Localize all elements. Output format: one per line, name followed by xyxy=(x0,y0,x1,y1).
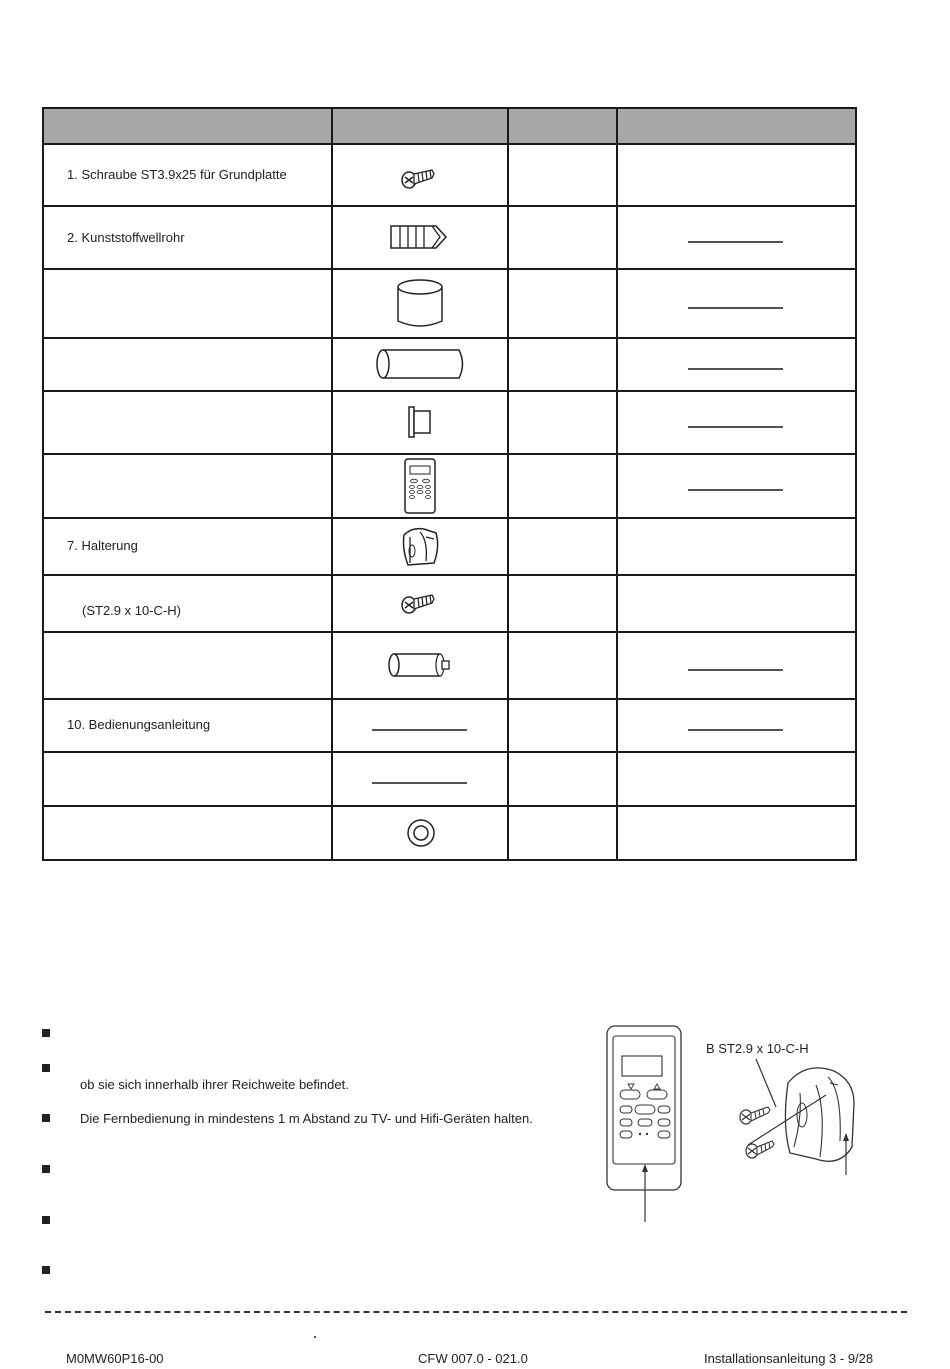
bullet-marker xyxy=(42,1029,50,1037)
bullet-marker xyxy=(42,1165,50,1173)
remote-control-icon xyxy=(402,457,438,515)
row-1-name: 1. Schraube ST3.9x25 für Grundplatte xyxy=(67,167,287,182)
bullet-marker xyxy=(42,1216,50,1224)
corrugated-pipe-icon xyxy=(388,223,450,251)
battery-icon xyxy=(386,651,452,679)
plug-icon xyxy=(406,405,434,439)
cylinder-icon xyxy=(395,277,445,331)
row-7-name: 7. Halterung xyxy=(67,538,138,553)
footer-separator xyxy=(45,1311,907,1313)
tube-icon xyxy=(374,347,468,381)
screw-icon xyxy=(400,162,440,192)
ring-icon xyxy=(406,818,436,848)
row-8-name: (ST2.9 x 10-C-H) xyxy=(82,603,181,618)
footer-model-range: CFW 007.0 - 021.0 xyxy=(418,1351,528,1366)
remote-control-figure xyxy=(600,1020,690,1225)
holder-icon xyxy=(398,523,442,569)
row-2-name: 2. Kunststoffwellrohr xyxy=(67,230,185,245)
note-range: ob sie sich innerhalb ihrer Reichweite befindet. xyxy=(80,1077,349,1092)
footer-page-info: Installationsanleitung 3 - 9/28 xyxy=(704,1351,874,1366)
table-grid xyxy=(42,107,857,861)
bullet-marker xyxy=(42,1064,50,1072)
row-10-name: 10. Bedienungsanleitung xyxy=(67,717,211,732)
footer-doc-code: M0MW60P16-00 xyxy=(66,1351,164,1366)
bullet-marker xyxy=(42,1266,50,1274)
holder-mount-figure xyxy=(730,1055,870,1180)
screw-icon xyxy=(400,587,440,617)
accessories-table xyxy=(42,107,857,861)
screw-label: B ST2.9 x 10-C-H xyxy=(706,1041,809,1056)
bullet-marker xyxy=(42,1114,50,1122)
dot-mark xyxy=(314,1336,316,1338)
table-header xyxy=(43,108,856,144)
screw-icon xyxy=(740,1107,770,1124)
note-distance: Die Fernbedienung in mindestens 1 m Abstand zu TV- und Hifi-Geräten halten. xyxy=(80,1111,533,1126)
